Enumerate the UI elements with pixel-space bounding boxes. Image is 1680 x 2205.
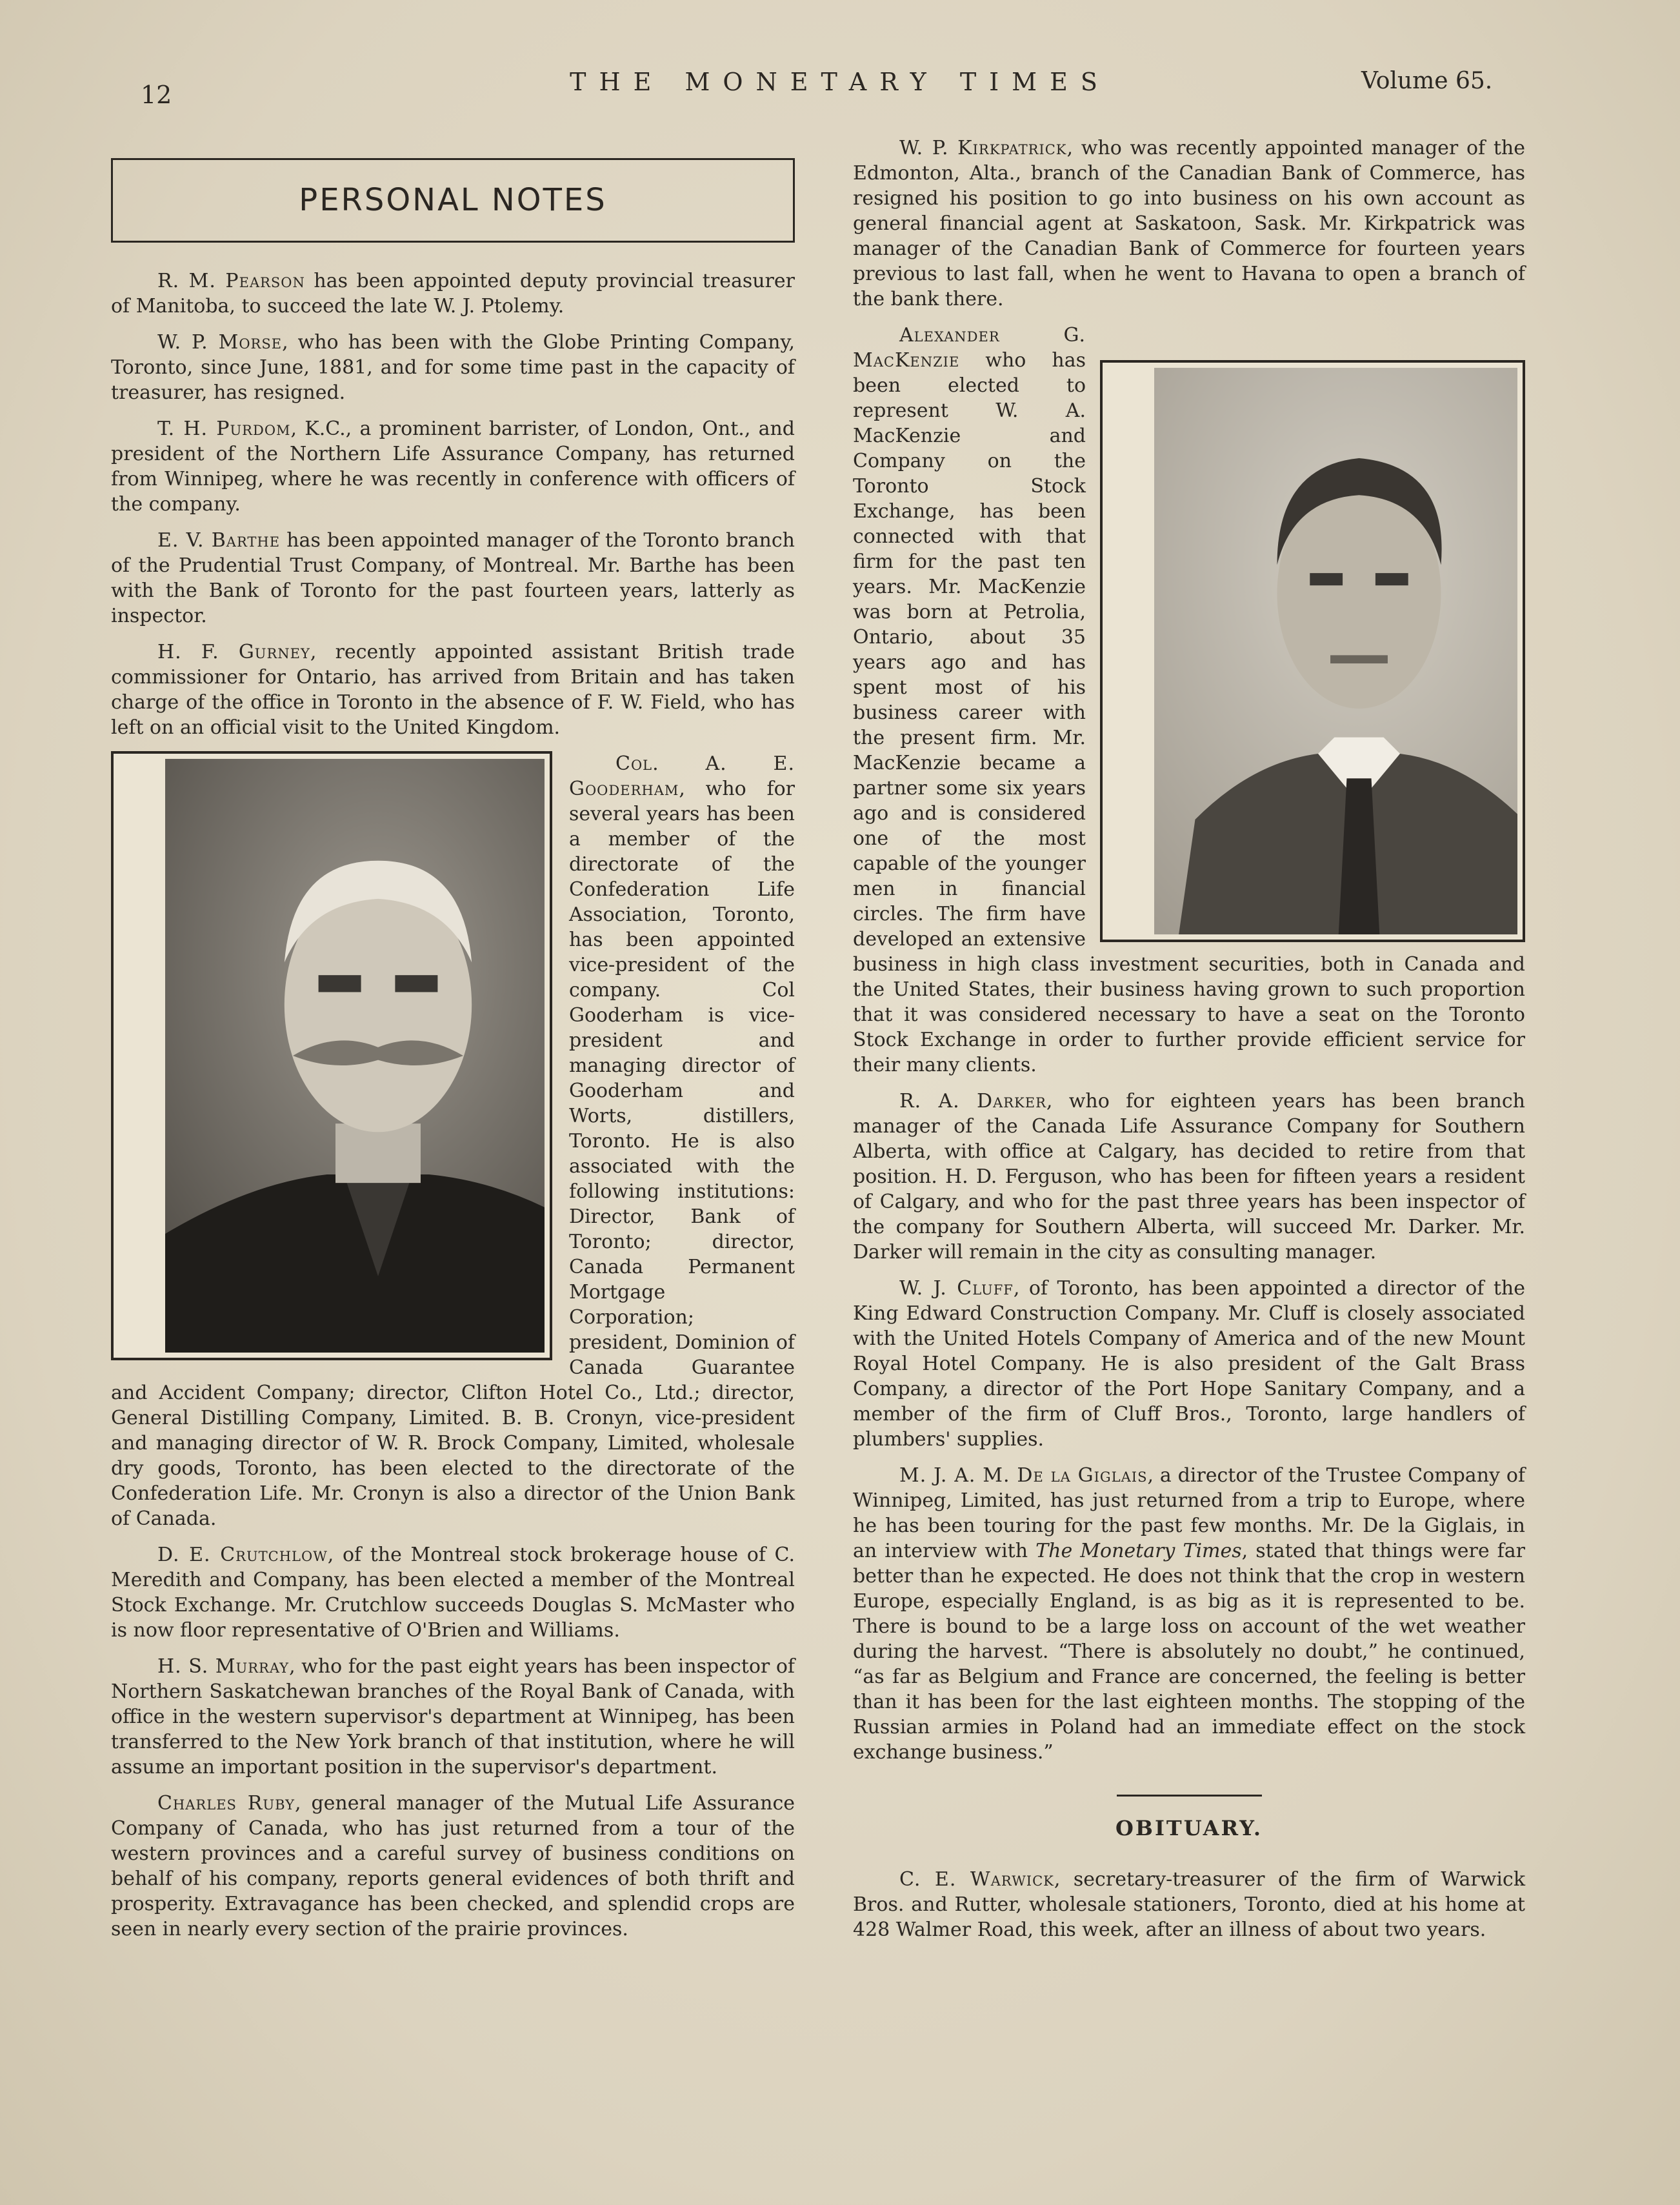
- person-name: D. E. Crutchlow: [157, 1544, 328, 1566]
- person-name: Charles Ruby: [157, 1792, 295, 1815]
- person-name: H. F. Gurney: [157, 641, 310, 663]
- note-text: has been appointed manager of the Toronto branch of the Prudential Trust Company, of Montreal. Mr. Barthe has been with the Bank of Toronto for the past fourteen years, latterly as inspector.: [111, 529, 795, 627]
- right-column: [853, 136, 1525, 1953]
- note-kirkpatrick: [853, 136, 1525, 312]
- person-name: Alexander G. MacKenzie: [853, 324, 1086, 372]
- publication-title: THE MONETARY TIMES: [570, 68, 1110, 96]
- note-text: , who for eighteen years has been branch manager of the Canada Life Assurance Company for Southern Alberta, with office at Calgary, has decided to retire from that position. H. D. Ferguson, who has been for fifteen years a resident of Calgary, and who for the past three years has been inspector of the company for Southern Alberta, will succeed Mr. Darker. Mr. Darker will remain in the city as consulting manager.: [853, 1090, 1525, 1264]
- note-text: who has been elected to represent W. A. MacKenzie and Company on the Toronto Stock Exchange, has been connected with that firm for the past ten years. Mr. MacKenzie was born at Petrolia, Ontario, about 35 years ago and has spent most of his business career with the present firm. Mr. MacKenzie became a partner some six years ago and is considered one of the most capable of the younger men in financial circles. The firm have developed an extensive business in high class investment securities, both in Canada and the United States, their business having grown to such proportion that it was considered necessary to have a seat on the Toronto Stock Exchange in order to further provide efficient service for their many clients.: [853, 349, 1525, 1076]
- note-text: , who for the past eight years has been inspector of Northern Saskatchewan branches of the Royal Bank of Canada, with office in the western supervisor's department at Winnipeg, has been transferred to the New York branch of that institution, where he will assume an important position in the supervisor's department.: [111, 1655, 795, 1778]
- note-text: , of Toronto, has been appointed a director of the King Edward Construction Company. Mr. Cluff is closely associated with the United Hotels Company of America and of the new Mount Royal Hotel Company. He is also president of the Galt Brass Company, a director of the Port Hope Sanitary Company, and a member of the firm of Cluff Bros., Toronto, large handlers of plumbers' supplies.: [853, 1277, 1525, 1451]
- note-text: , who for several years has been a member of the directorate of the Confederation Life Association, Toronto, has been appointed vice-president of the company. Col Gooderham is vice-president and managing director of Gooderham and Worts, distillers, Toronto. He is also associated with the following institutions: Director, Bank of Toronto; director, Canada Permanent Mortgage Corporation; president, Dominion of Canada Guarantee and Accident Company; director, Clifton Hotel Co., Ltd.; director, General Distilling Company, Limited. B. B. Cronyn, vice-president and managing director of W. R. Brock Company, Limited, wholesale dry goods, Toronto, has been elected to the directorate of the Confederation Life. Mr. Cronyn is also a director of the Union Bank of Canada.: [111, 778, 795, 1530]
- section-title-box: [111, 158, 795, 243]
- obituary-warwick: [853, 1867, 1525, 1942]
- note-morse: [111, 330, 795, 405]
- note-darker: [853, 1089, 1525, 1265]
- note-gooderham: [111, 751, 795, 1531]
- person-name: R. A. Darker: [899, 1090, 1046, 1113]
- note-text: has been appointed deputy provincial treasurer of Manitoba, to succeed the late W. J. Ptolemy.: [111, 270, 795, 317]
- person-name: E. V. Barthe: [157, 529, 281, 552]
- note-text: , a director of the Trustee Company of Winnipeg, Limited, has just returned from a trip to Europe, where he has been touring for the past few months. Mr. De la Giglais, in an interview with: [853, 1464, 1525, 1562]
- note-mackenzie: [853, 323, 1525, 1078]
- obituary-heading: OBITUARY.: [1115, 1816, 1263, 1840]
- person-name: W. J. Cluff: [899, 1277, 1014, 1300]
- note-text: , K.C., a prominent barrister, of London, Ont., and president of the Northern Life Assurance Company, has returned from Winnipeg, where he was recently in conference with officers of the company.: [111, 418, 795, 516]
- note-ruby: [111, 1791, 795, 1942]
- running-head: [0, 68, 1680, 119]
- note-text: , who has been with the Globe Printing Company, Toronto, since June, 1881, and for some time past in the capacity of treasurer, has resigned.: [111, 331, 795, 404]
- note-purdom: [111, 416, 795, 517]
- note-crutchlow: [111, 1542, 795, 1643]
- person-name: H. S. Murray: [157, 1655, 290, 1678]
- note-gurney: [111, 639, 795, 740]
- publication-reference: The Monetary Times: [1035, 1540, 1242, 1562]
- volume-label: Volume 65.: [1361, 68, 1493, 94]
- note-pearson: [111, 268, 795, 319]
- divider-rule: [1117, 1795, 1262, 1797]
- person-name: W. P. Kirkpatrick: [899, 137, 1067, 159]
- person-name: M. J. A. M. De la Giglais: [899, 1464, 1148, 1487]
- note-text: , who was recently appointed manager of the Edmonton, Alta., branch of the Canadian Bank of Commerce, has resigned his position to go into business on his own account as general financial agent at Saskatoon, Sask. Mr. Kirkpatrick was manager of the Canadian Bank of Commerce for fourteen years previous to last fall, when he went to Havana to open a branch of the bank there.: [853, 137, 1525, 310]
- note-cluff: [853, 1276, 1525, 1452]
- portrait-gooderham-image: [165, 759, 545, 1353]
- portrait-gooderham: [111, 751, 552, 1360]
- section-title: PERSONAL NOTES: [299, 182, 607, 218]
- person-name: R. M. Pearson: [157, 270, 305, 292]
- note-text: , stated that things were far better than he expected. He does not think that the crop in western Europe, especially England, is as big as it is represented to be. There is bound to be a large loss on account of the wet weather during the harvest. “There is absolutely no doubt,” he continued, “as far as Belgium and France are concerned, the feeling is better than it has been for the last eighteen months. The stopping of the Russian armies in Poland had an immediate effect on the stock exchange business.”: [853, 1540, 1525, 1764]
- note-de-la-giglais: [853, 1463, 1525, 1765]
- person-name: Col. A. E. Gooderham: [569, 752, 795, 800]
- note-barthe: [111, 528, 795, 629]
- page-number: 12: [141, 81, 172, 109]
- person-name: T. H. Purdom: [157, 418, 291, 440]
- note-text: , of the Montreal stock brokerage house of C. Meredith and Company, has been elected a member of the Montreal Stock Exchange. Mr. Crutchlow succeeds Douglas S. McMaster who is now floor representative of O'Brien and Williams.: [111, 1544, 795, 1642]
- person-name: W. P. Morse: [157, 331, 283, 354]
- note-murray: [111, 1654, 795, 1780]
- person-name: C. E. Warwick: [899, 1868, 1054, 1891]
- portrait-mackenzie-image: [1154, 368, 1517, 934]
- note-text: , secretary-treasurer of the firm of Warwick Bros. and Rutter, wholesale stationers, Toronto, died at his home at 428 Walmer Road, this week, after an illness of about two years.: [853, 1868, 1525, 1941]
- portrait-mackenzie: [1100, 360, 1525, 942]
- left-column: [111, 129, 795, 1953]
- note-text: , recently appointed assistant British trade commissioner for Ontario, has arrived from Britain and has taken charge of the office in Toronto in the absence of F. W. Field, who has left on an official visit to the United Kingdom.: [111, 641, 795, 739]
- note-text: , general manager of the Mutual Life Assurance Company of Canada, who has just returned from a tour of the western provinces and a careful survey of business conditions on behalf of his company, reports general evidences of both thrift and prosperity. Extravagance has been checked, and splendid crops are seen in nearly every section of the prairie provinces.: [111, 1792, 795, 1940]
